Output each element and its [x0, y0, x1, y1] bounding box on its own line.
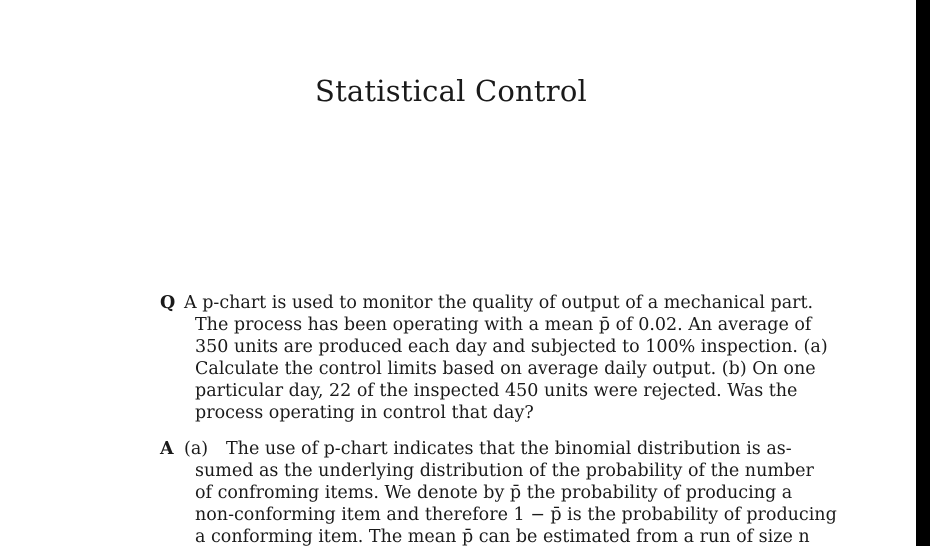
question-line: A p-chart is used to monitor the quality of output of a mechanical part.: [184, 293, 814, 313]
answer-label: A: [160, 439, 174, 459]
question-label: Q: [160, 293, 176, 313]
answer-line: sumed as the underlying distribution of the probability of the number: [195, 461, 814, 481]
answer-part-label: (a): [184, 439, 209, 459]
answer-line: The use of p-chart indicates that the binomial distribution is as-: [226, 439, 792, 459]
answer-line: non-conforming item and therefore 1 − p̄ is the probability of producing: [195, 505, 837, 525]
question-line: particular day, 22 of the inspected 450 units were rejected. Was the: [195, 381, 798, 401]
window-edge: [916, 0, 930, 546]
question-line: The process has been operating with a mean p̄ of 0.02. An average of: [195, 315, 812, 335]
answer-line: a conforming item. The mean p̄ can be estimated from a run of size n: [195, 527, 810, 546]
page-title: Statistical Control: [315, 74, 587, 108]
question-line: process operating in control that day?: [195, 403, 534, 423]
question-line: Calculate the control limits based on average daily output. (b) On one: [195, 359, 816, 379]
question-line: 350 units are produced each day and subjected to 100% inspection. (a): [195, 337, 828, 357]
answer-line: of confroming items. We denote by p̄ the probability of producing a: [195, 483, 793, 503]
